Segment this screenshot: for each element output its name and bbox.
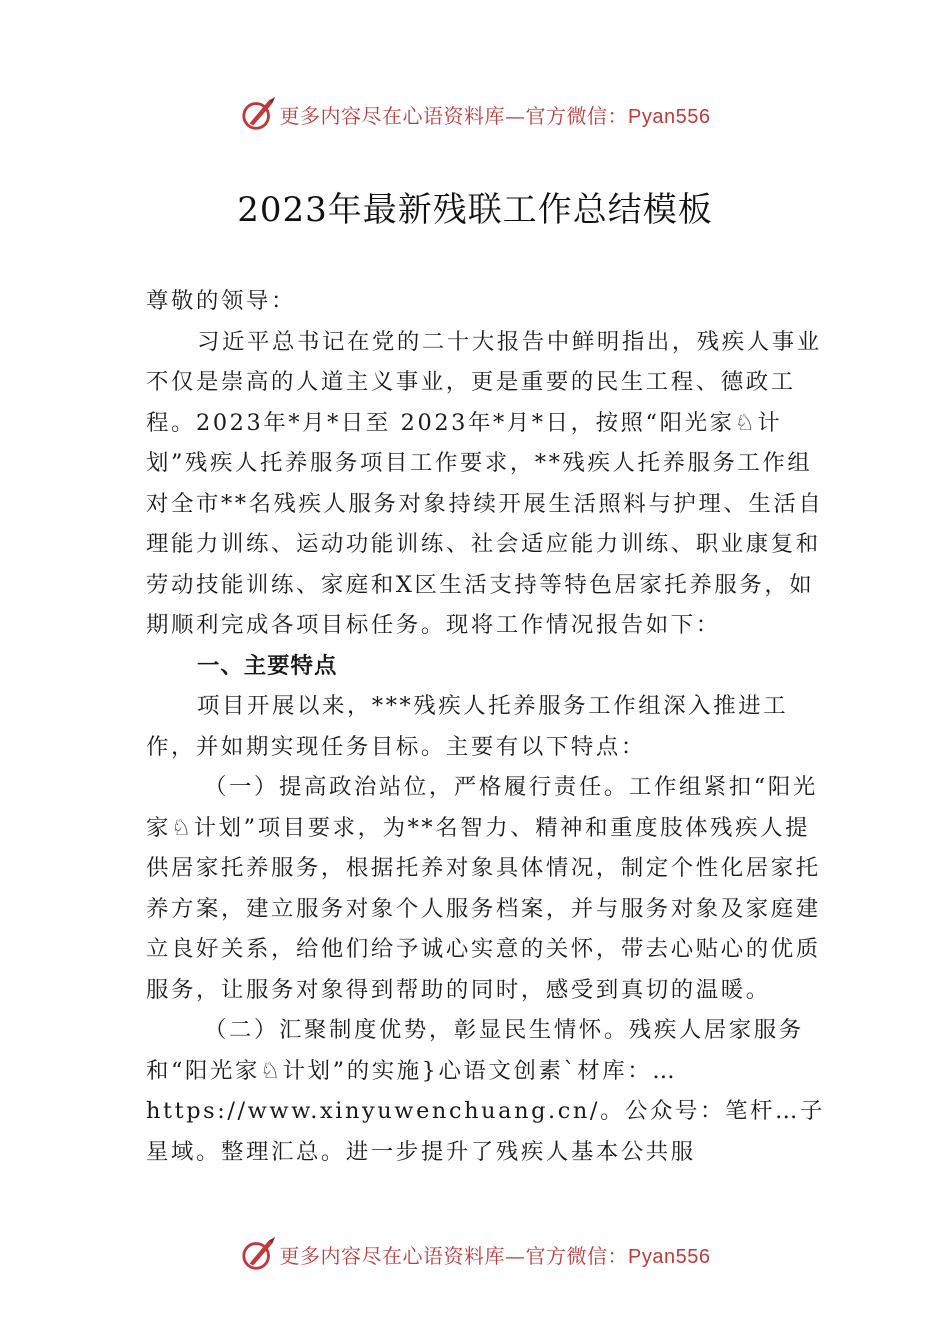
- point-one-paragraph: （一）提高政治站位，严格履行责任。工作组紧扣“阳光家♘计划”项目要求，为**名智力、精神和重度肢体残疾人提供居家托养服务，根据托养对象具体情况，制定个性化居家托养方案，建立服务对象个人服务档案，并与服务对象及家庭建立良好关系，给他们给予诚心实意的关怀，带去心贴心的优质服务，让服务对象得到帮助的同时，感受到真切的温暖。: [146, 774, 821, 1003]
- watermark-wechat-id: Pyan556: [628, 1245, 711, 1268]
- watermark-text: 更多内容尽在心语资料库—官方微信：: [279, 1243, 629, 1268]
- document-title: 2023年最新残联工作总结模板: [237, 190, 713, 230]
- watermark-wechat-id: Pyan556: [628, 105, 711, 128]
- watermark-text: 更多内容尽在心语资料库—官方微信：: [279, 103, 629, 128]
- watermark-banner-bottom: [0, 1232, 950, 1276]
- intro-paragraph: 习近平总书记在党的二十大报告中鲜明指出，残疾人事业不仅是崇高的人道主义事业，更是重要的民生工程、德政工程。2023年*月*日至 2023年*月*日，按照“阳光家♘计划”残疾人托养服务项目工作要求，**残疾人托养服务工作组对全市**名残疾人服务对象持续开展生活照料与护理、生活自理能力训练、运动功能训练、社会适应能力训练、职业康复和劳动技能训练、家庭和X区生活支持等特色居家托养服务，如期顺利完成各项目标任务。现将工作情况报告如下：: [146, 328, 824, 638]
- watermark-banner-top: [0, 92, 950, 136]
- section-intro-paragraph: 项目开展以来，***残疾人托养服务工作组深入推进工作，并如期实现任务目标。主要有以下特点：: [146, 693, 789, 760]
- salutation: 尊敬的领导：: [146, 288, 296, 314]
- section-heading: 一、主要特点: [197, 652, 338, 679]
- point-two-paragraph: （二）汇聚制度优势，彰显民生情怀。残疾人居家服务和“阳光家♘计划”的实施}心语文创素`材库：…https://www.xinyuwenchuang.cn/。公众号：笔杆…子星域。整理汇总。进一步提升了残疾人基本公共服: [146, 1017, 825, 1165]
- quill-logo-icon: [240, 95, 278, 133]
- document-body: [146, 281, 826, 1172]
- quill-logo-icon: [240, 1235, 278, 1273]
